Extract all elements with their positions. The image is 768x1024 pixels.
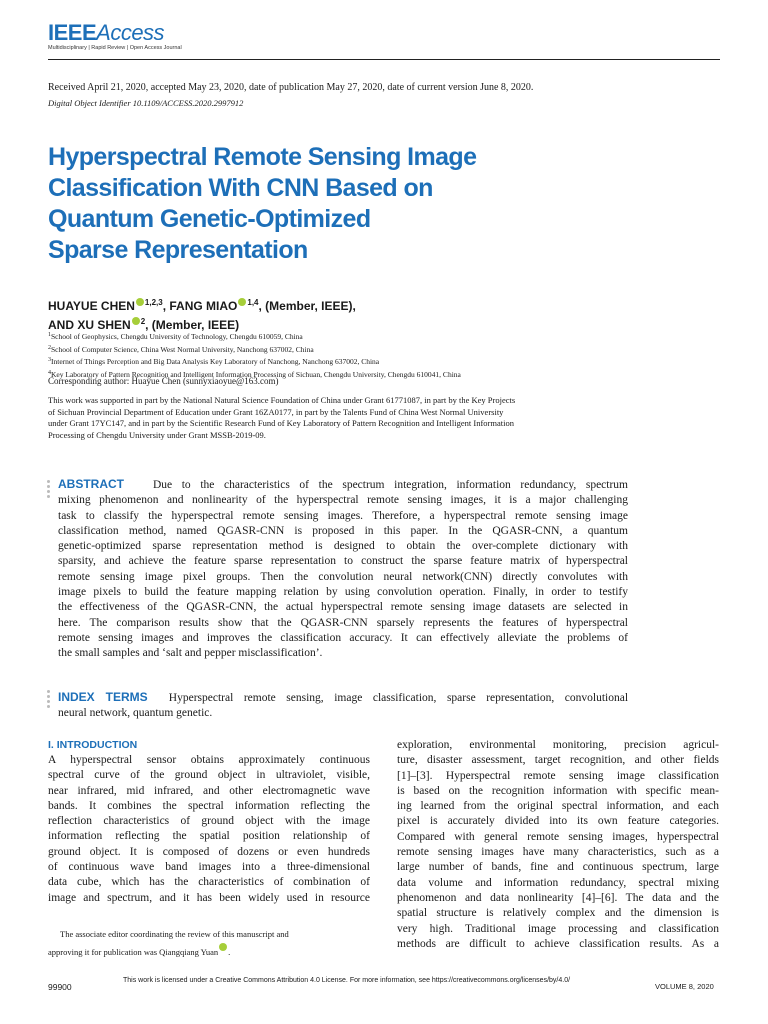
logo-access: Access — [96, 20, 165, 45]
body-line: ing learned from the original spectral information, and each — [397, 800, 719, 813]
body-line: large number of bands, fine and continuous spectrum, large — [397, 861, 719, 874]
license-notice[interactable]: This work is licensed under a Creative Commons Attribution 4.0 License. For more information, see https://creativecommons.org/licenses/by/4.0/ — [123, 977, 571, 984]
affiliation-item — [48, 343, 461, 356]
author-membership: , (Member, IEEE) — [145, 318, 240, 332]
footnote-line — [48, 943, 370, 961]
abstract-line: mixing phenomenon and nonlinearity of the hyperspectral remote sensing images, it is a major challenging — [58, 494, 628, 507]
body-line: near infrared, mid infrared, and other electromagnetic wave — [48, 784, 370, 797]
author-affil-sup: 1,4 — [247, 298, 259, 307]
author-list — [48, 295, 648, 333]
section-heading-introduction: I. INTRODUCTION — [48, 739, 138, 751]
page-number: 99900 — [48, 982, 72, 992]
affiliation-text: Key Laboratory of Pattern Recognition and Intelligent Information Processing of Sichuan, Chengdu University, Chengdu 610041, China — [51, 369, 461, 379]
dotted-marker-icon — [47, 690, 50, 710]
author-affil-sup: 2 — [140, 317, 146, 326]
editor-footnote — [48, 926, 370, 961]
logo-ieee: IEEE — [48, 20, 97, 45]
body-line: ture, disaster assessment, target recognition, and other fields — [397, 754, 719, 767]
body-line: Compared with general remote sensing images, hyperspectral — [397, 830, 719, 843]
funding-line: of Sichuan Provincial Department of Education under Grant 16ZA0177, in part by the Talents Fund of China West Normal University — [48, 406, 504, 417]
corresponding-author: Corresponding author: Huayue Chen (sunnyxiaoyue@163.com) — [48, 376, 279, 386]
affiliation-text: Internet of Things Perception and Big Data Analysis Key Laboratory of Nanchong, Nanchong 637002, China — [51, 357, 380, 366]
paper-title — [48, 142, 608, 266]
abstract-text: Due to the characteristics of the spectrum integration, information redundancy, spectrum — [152, 479, 628, 491]
body-line: very high. Traditional image processing and classification — [397, 922, 719, 935]
affiliation-number: 3 — [48, 357, 51, 363]
body-line: ground object. It is composed of dozens or even hundreds — [48, 845, 370, 858]
body-line: A hyperspectral sensor obtains approximately continuous — [48, 754, 370, 766]
body-line: is based on the recognition information with specific mean- — [397, 784, 719, 797]
orcid-icon[interactable] — [136, 298, 144, 306]
dotted-marker-icon — [47, 480, 50, 500]
title-line: Classification With CNN Based on — [48, 174, 433, 202]
author-affil-sup: 1,2,3 — [144, 298, 163, 307]
received-dates: Received April 21, 2020, accepted May 23, 2020, date of publication May 27, 2020, date of current version June 8, 2020. — [48, 82, 534, 93]
body-line: information reflecting the spatial position relationship of — [48, 830, 370, 843]
abstract-line: image pixels to build the feature mapping relation by using convolution operation. Finally, in order to testify — [58, 586, 628, 599]
title-line: Sparse Representation — [48, 236, 308, 264]
title-line: Quantum Genetic-Optimized — [48, 205, 371, 233]
abstract-line: the small samples and ‘salt and pepper misclassification’. — [58, 647, 323, 660]
body-line: spatial structure is relatively complex and the dimension is — [397, 907, 719, 920]
body-line: of continuous wave band images into a three-dimensional — [48, 861, 370, 874]
abstract-line: task to classify the hyperspectral remote sensing images. Therefore, a hyperspectral remote sensing image — [58, 509, 628, 522]
abstract-line: the effectiveness of the QGASR-CNN, the actual hyperspectral remote sensing image datasets are selected in — [58, 601, 628, 614]
affiliation-number: 1 — [48, 332, 51, 338]
abstract-line: sparsity, and achieve the feature sparse representation to construct the sparse feature matrix of hyperspectral — [58, 555, 628, 568]
footnote-line: The associate editor coordinating the review of this manuscript and — [60, 929, 289, 939]
doi-line[interactable]: Digital Object Identifier 10.1109/ACCESS.2020.2997912 — [48, 98, 244, 108]
orcid-icon[interactable] — [132, 317, 140, 325]
volume-label: VOLUME 8, 2020 — [655, 982, 714, 991]
body-line: exploration, environmental monitoring, precision agricul- — [397, 739, 719, 751]
abstract-line — [58, 477, 628, 493]
author-name[interactable]: AND XU SHEN — [48, 318, 131, 332]
affiliation-number: 2 — [48, 344, 51, 351]
author-name[interactable]: , FANG MIAO — [162, 299, 238, 313]
orcid-icon[interactable] — [219, 943, 227, 951]
index-terms-line — [58, 690, 628, 706]
intro-left-column — [48, 753, 370, 906]
author-name[interactable]: HUAYUE CHEN — [48, 299, 135, 313]
body-line: data cube, which has the characteristics of combination of — [48, 876, 370, 889]
affiliations — [48, 330, 461, 380]
index-terms-text: Hyperspectral remote sensing, image classification, sparse representation, convolutional — [168, 692, 629, 704]
intro-right-column — [397, 738, 719, 952]
body-line: spectral curve of the ground object in ultraviolet, visible, — [48, 769, 370, 782]
abstract-line: classification method, named QGASR-CNN is proposed in this paper. In the QGASR-CNN, a quantum — [58, 524, 628, 537]
abstract — [58, 477, 628, 662]
orcid-icon[interactable] — [238, 298, 246, 306]
index-terms — [58, 690, 628, 722]
body-line: remote sensing images have many characteristics, such as a — [397, 846, 719, 859]
index-terms-label: INDEX TERMS — [58, 690, 148, 704]
footnote-text: . — [228, 947, 231, 957]
abstract-line: here. The comparison results show that the QGASR-CNN sparsely represents the features of hyperspectral — [58, 616, 628, 629]
affiliation-item — [48, 355, 461, 368]
footnote-text: approving it for publication was Qiangqiang Yuan — [48, 947, 219, 957]
funding-line: This work was supported in part by the National Natural Science Foundation of China under Grant 61771087, in part by the Key Projects — [48, 395, 516, 405]
funding-line: Processing of Chengdu University under Grant MSSB-2019-09. — [48, 429, 266, 440]
affiliation-text: School of Computer Science, China West Normal University, Nanchong 637002, China — [51, 344, 314, 354]
body-line: bands. It combines the spectral information reflecting the — [48, 799, 370, 812]
title-line: Hyperspectral Remote Sensing Image — [48, 143, 477, 171]
abstract-line: genetic-optimized sparse representation method is designed to obtain the over-complete dictionary with — [58, 540, 628, 553]
header-divider — [48, 59, 720, 60]
index-terms-line: neural network, quantum genetic. — [58, 707, 213, 720]
funding-statement — [48, 395, 618, 441]
journal-logo — [48, 20, 164, 46]
body-line: methods are difficult to achieve classification results. As a — [397, 937, 719, 950]
body-line: data volume and information redundancy, spectral mixing — [397, 876, 719, 889]
body-line: [1]–[3]. Hyperspectral remote sensing image classification — [397, 769, 719, 782]
affiliation-item — [48, 330, 461, 343]
body-line: image and spectrum, and it has been widely used in resource — [48, 891, 370, 904]
abstract-label: ABSTRACT — [58, 477, 124, 491]
affiliation-text: School of Geophysics, Chengdu University of Technology, Chengdu 610059, China — [51, 332, 303, 341]
body-line: reflection characteristics of ground object with the image — [48, 815, 370, 828]
abstract-line: remote sensing images and improves the classification accuracy. It can effectively alleviate the problems of — [58, 631, 628, 644]
body-line: phenomenon and data nonlinearity [4]–[6]. The data and the — [397, 891, 719, 904]
funding-line: under Grant 17YC147, and in part by the Scientific Research Fund of Key Laboratory of Pattern Recognition and Intelligent Information — [48, 418, 514, 428]
affiliation-number: 4 — [48, 369, 51, 376]
abstract-line: remote sensing image pixel groups. Then the convolution neural network(CNN) directly convolutes with — [58, 570, 628, 583]
journal-tagline: Multidisciplinary | Rapid Review | Open Access Journal — [48, 45, 182, 51]
body-line: pixel is accurately divided into its own feature categories. — [397, 815, 719, 828]
author-membership: , (Member, IEEE), — [258, 299, 356, 313]
